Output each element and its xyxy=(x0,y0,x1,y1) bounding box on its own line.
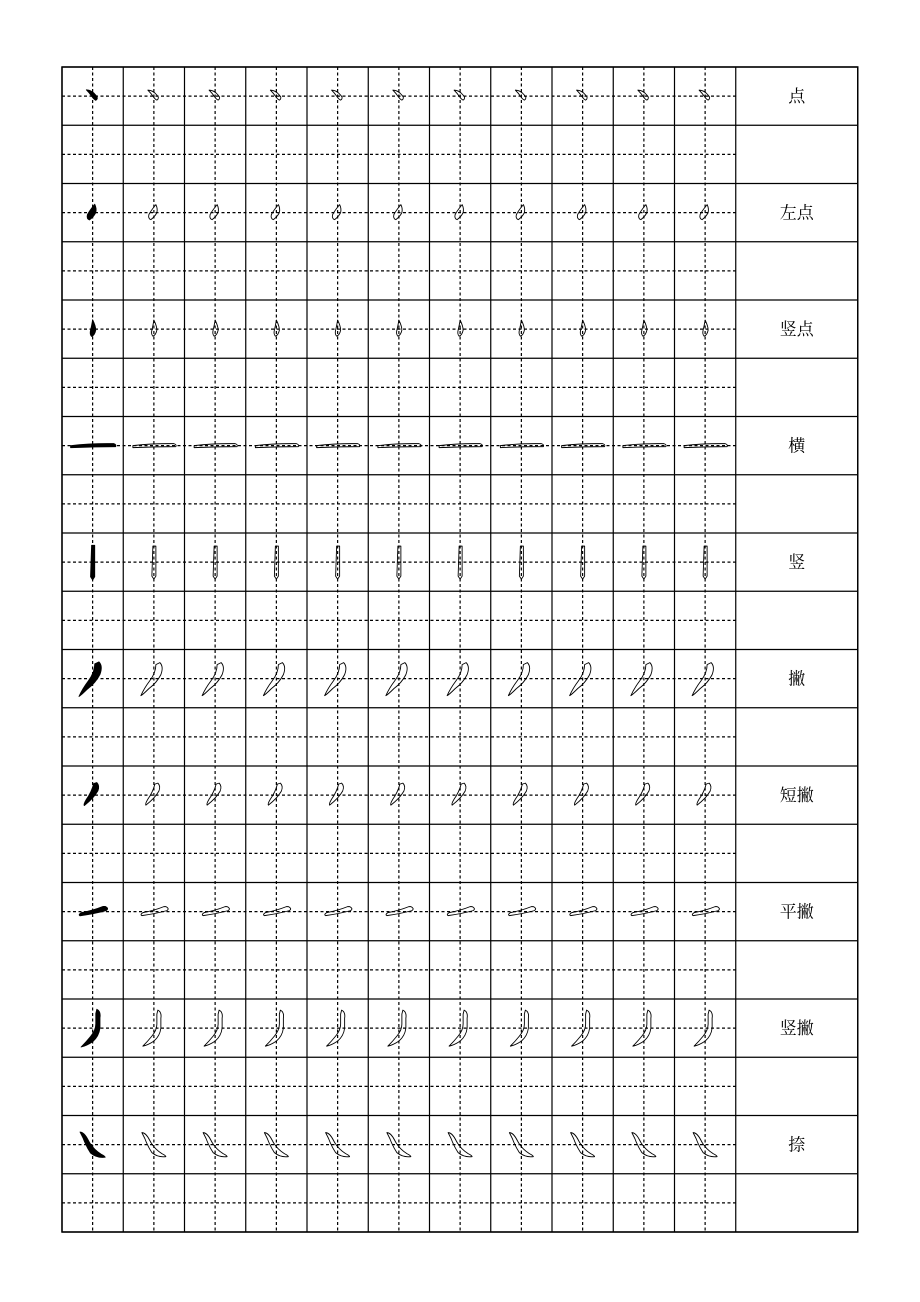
trace-stroke-glyph[interactable] xyxy=(209,90,220,100)
stroke-name-label: 竖 xyxy=(788,553,806,574)
trace-stroke-glyph[interactable] xyxy=(148,90,159,100)
trace-stroke-glyph[interactable] xyxy=(327,1010,345,1046)
stroke-name-label: 竖点 xyxy=(779,320,814,341)
trace-stroke-glyph[interactable] xyxy=(699,90,710,100)
stroke-name-label: 竖撇 xyxy=(779,1019,814,1040)
trace-stroke-glyph[interactable] xyxy=(270,90,281,100)
trace-stroke-glyph[interactable] xyxy=(638,90,649,100)
stroke-name-label: 左点 xyxy=(779,203,814,224)
trace-stroke-glyph[interactable] xyxy=(268,783,282,805)
stroke-name-label: 捺 xyxy=(788,1135,806,1156)
stroke-name-column xyxy=(780,87,815,1156)
trace-stroke-glyph[interactable] xyxy=(454,90,465,100)
stroke-name-label: 短撇 xyxy=(779,786,814,807)
trace-stroke-glyph[interactable] xyxy=(515,90,526,100)
cell-grid xyxy=(62,67,858,1232)
stroke-name-label: 平撇 xyxy=(779,902,814,923)
trace-stroke-glyph[interactable] xyxy=(391,783,405,805)
trace-stroke-glyph[interactable] xyxy=(636,783,650,805)
stroke-name-label: 撇 xyxy=(788,669,806,690)
stroke-name-label: 点 xyxy=(788,87,806,108)
trace-stroke-glyph[interactable] xyxy=(332,90,343,100)
trace-stroke-glyph[interactable] xyxy=(697,783,711,805)
model-stroke-glyph xyxy=(91,545,95,580)
trace-stroke-glyph[interactable] xyxy=(509,907,536,916)
trace-stroke-glyph[interactable] xyxy=(329,783,343,805)
model-stroke-glyph xyxy=(84,783,99,806)
trace-stroke-glyph[interactable] xyxy=(513,783,527,805)
trace-stroke-glyph[interactable] xyxy=(577,90,588,100)
trace-stroke-glyph[interactable] xyxy=(393,90,404,100)
model-stroke-glyph xyxy=(86,90,97,101)
trace-stroke-glyph[interactable] xyxy=(207,783,221,805)
trace-stroke-glyph[interactable] xyxy=(146,783,160,805)
model-stroke-glyph xyxy=(90,320,96,337)
model-stroke-glyph xyxy=(79,906,107,915)
trace-stroke-glyph[interactable] xyxy=(574,783,588,805)
model-stroke-glyph xyxy=(71,444,116,448)
model-stroke-glyph xyxy=(87,204,96,220)
trace-stroke-glyph[interactable] xyxy=(452,783,466,805)
stroke-name-label: 横 xyxy=(788,436,806,457)
